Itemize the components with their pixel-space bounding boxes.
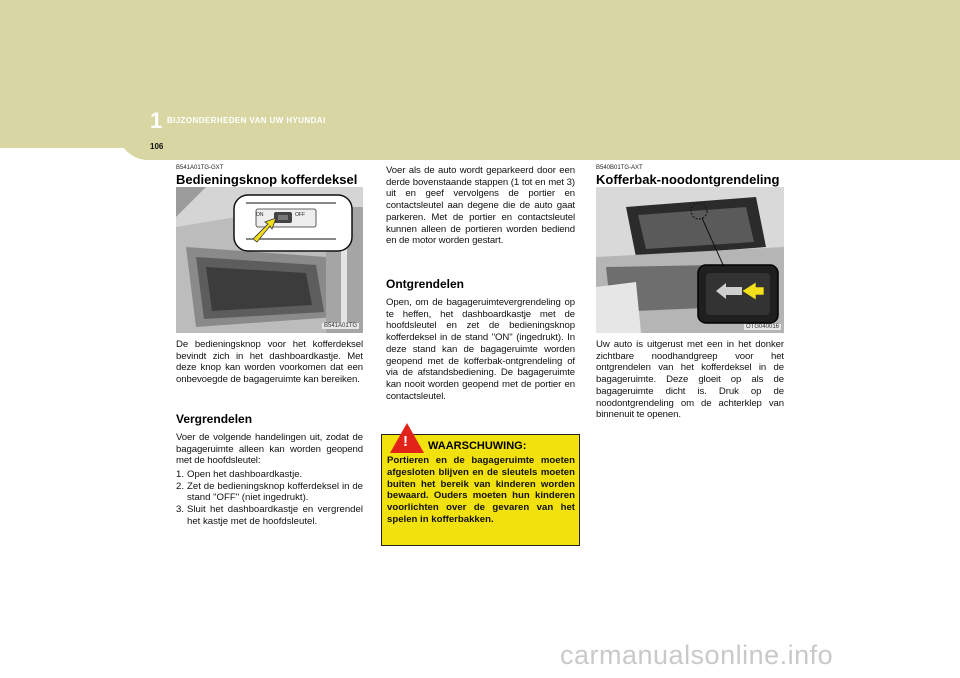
list-item: 1. Open het dashboardkastje. [176, 469, 303, 480]
lock-intro: Voer de volgende handelingen uit, zodat de bagageruimte alleen kan worden geopend met de hoofdsleutel: [176, 432, 363, 467]
list-item: 3. Sluit het dashboardkastje en vergrendel het kastje met de hoofdsleutel. [176, 504, 363, 527]
chapter-title: BIJZONDERHEDEN VAN UW HYUNDAI [167, 116, 326, 125]
header-band-curve [118, 130, 960, 160]
glovebox-photo [176, 187, 363, 333]
list-item: 2. Zet de bedieningsknop kofferdeksel in de stand "OFF" (niet ingedrukt). [176, 480, 363, 504]
trunk-photo [596, 187, 784, 333]
lock-heading: Vergrendelen [176, 412, 253, 426]
footer-watermark: carmanualsonline.info [560, 640, 834, 670]
switch-on-label: ON [256, 212, 264, 218]
warning-exclamation: ! [403, 433, 408, 450]
emergency-paragraph: Uw auto is uitgerust met een in het donker zichtbare noodhandgreep voor het ontgrendelen van het kofferdeksel in de bagageruimte. Deze gloeit op als de bagageruimte dicht is. Druk op de noodontgrendeling om de achterklep van binnenuit te openen. [596, 339, 784, 421]
warning-box [381, 434, 580, 546]
glovebox-illustration [176, 187, 363, 333]
image-label-right: OTG040016 [746, 324, 780, 330]
header-band [0, 0, 960, 148]
trunk-illustration [596, 187, 784, 333]
section-code: B541A01TG-GXT [176, 165, 224, 171]
parking-paragraph: Voer als de auto wordt geparkeerd door een derde bovenstaande stappen (1 tot en met 3) uit en geef vervolgens de portier en contactsleutel aan degene die de auto gaat parkeren. Met de portier en contactsleutel kunnen alleen de portieren worden bediend en de motor worden gestart. [386, 165, 575, 247]
lock-steps [176, 469, 363, 528]
chapter-number: 1 [150, 108, 163, 133]
unlock-paragraph: Open, om de bagageruimtevergrendeling op te heffen, het dashboardkastje met de hoofdsleutel en zet de bedieningsknop kofferdeksel in de stand "ON" (ingedrukt). In deze stand kan de bagageruimte worden geopend met de kofferbak-ontgrendeling of via de afstandsbediening. De bagageruimte kan nooit worden geopend met de portier en contactsleutel. [386, 297, 575, 402]
section-code-right: B540B01TG-AXT [596, 165, 643, 171]
page-number: 106 [150, 142, 164, 151]
image-label: B541A01TG [324, 323, 358, 329]
warning-text: Portieren en de bagageruimte moeten afgesloten blijven en de sleutels moeten buiten het bereik van kinderen worden bewaard. Ouders moeten hun kinderen voorlichten over de gevaren van het spelen in kofferbakken. [387, 455, 575, 525]
unlock-heading: Ontgrendelen [386, 277, 465, 291]
warning-title: WAARSCHUWING: [428, 440, 527, 452]
intro-paragraph: De bedieningsknop voor het kofferdeksel bevindt zich in het dashboardkastje. Met deze knop kan worden voorkomen dat een onbevoegde de bagageruimte kan bereiken. [176, 339, 363, 386]
section-heading-right: Kofferbak-noodontgrendeling [596, 172, 780, 187]
section-heading: Bedieningsknop kofferdeksel [176, 172, 358, 187]
switch-off-label: OFF [295, 212, 305, 218]
